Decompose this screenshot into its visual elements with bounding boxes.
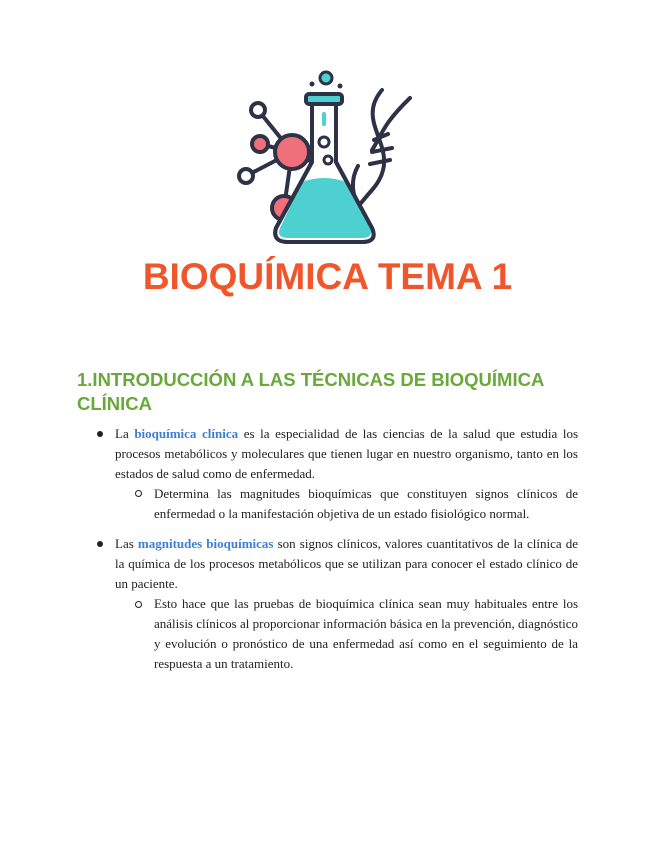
- bullet-marker: [97, 541, 103, 547]
- list-item-lead: La: [115, 426, 129, 441]
- list-item-text: es la especialidad de las ciencias de la salud que estudia los procesos metabólicos y moleculares que tienen lugar en nuestro organismo, tanto en los estados de salud como de enfermedad.: [115, 426, 579, 481]
- sub-list-item: Esto hace que las pruebas de bioquímica clínica sean muy habituales entre los análisis clínicos al proporcionar información básica en la prevención, diagnóstico y evolución o pronóstico de una enfermedad así como en el seguimiento de la respuesta a un tratamiento.: [154, 596, 578, 671]
- term-highlight: bioquímica clínica: [134, 426, 239, 441]
- list-item-text: son signos clínicos, valores cuantitativos de la clínica de la química de los procesos metabólicos que se utilizan para conocer el estado clínico de un paciente.: [115, 536, 579, 591]
- list-item: [115, 424, 578, 484]
- document-title: BIOQUÍMICA TEMA 1: [142, 256, 513, 297]
- sub-bullet-marker: [135, 601, 142, 608]
- sub-list-item: Determina las magnitudes bioquímicas que constituyen signos clínicos de enfermedad o la manifestación objetiva de un estado fisiológico normal.: [154, 486, 578, 521]
- term-highlight: magnitudes bioquímicas: [137, 536, 274, 551]
- section-heading: 1.INTRODUCCIÓN A LAS TÉCNICAS DE BIOQUÍMICA CLÍNICA: [77, 369, 544, 414]
- list-item-lead: Las: [115, 536, 134, 551]
- list-item: [115, 534, 578, 594]
- sub-bullet-marker: [135, 490, 142, 497]
- chemistry-illustration: [232, 70, 422, 250]
- bullet-marker: [97, 431, 103, 437]
